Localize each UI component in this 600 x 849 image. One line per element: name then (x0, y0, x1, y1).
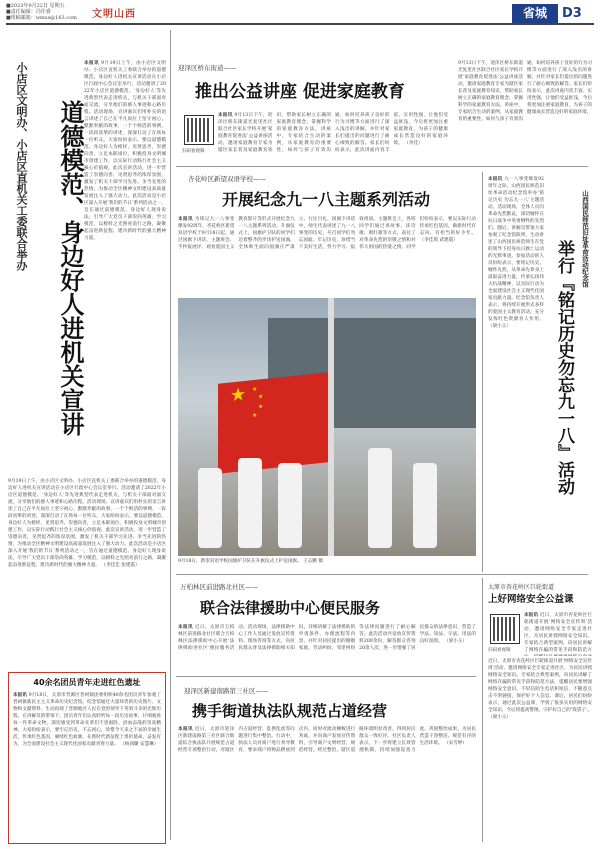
flagpole (328, 298, 334, 556)
net-body-head (524, 612, 592, 656)
top-kicker: 迎泽区桥东街道—— (178, 64, 237, 72)
left-body-text-cont: 9月19日上午，由小店区文明办、小店区直机关工委联合举办的道德模范、身边好人进机关宣讲活动在小店区行政中心会议室举行。活动邀请了2022年小店区道德模范、‘身边好人’等先进典型代表走进机关，与机关干部面对面交流，分享他们的感人事迹和心路历程。活动现场，宣讲嘉宾们用朴实的语言讲述了自己在平凡岗位上坚守初心、默默奉献的故事，一个个鲜活的事例、一段段真挚的讲述，深深打动了在场每一位听众。大家纷纷表示，要以道德模范、身边好人为榜样，见贤思齐、崇德向善，立足本职岗位，积极投身文明城市创建工作，以实际行动践行社会主义核心价值观。此次宣讲活动，进一步营造了崇德向善、见贤思齐的浓厚氛围，激发了机关干部学习先进、争当先进的热情，为推动全区精神文明建设高质量发展注入了强大动力。此次活动是小店区深入开展‘我们的节日’系列活动之一，旨在通过道德模范、身边好人现身说法，引导广大党员干部崇尚英雄、学习模范，以榜样之光照亮前行之路，凝聚起奋进新征程、建功新时代的强大精神力量。 (8, 479, 166, 568)
guard-figure (278, 463, 302, 548)
middle-body-text: 为铭记九一八事变爆发92周年，杏花岭区新望双语学校于9月18日起，通过国旗下讲话、主题班会、手抄报展评、观看爱国主义教育影片等形式开展纪念九一八主题系列活动。升旗仪式上，国旗护卫队的同学们迈着整齐的步伐护送国旗，全体师生面向国旗庄严肃立、行注目礼。国旗下讲话中，师生代表讲述了九一八事变的历史，号召同学们勿忘国耻、牢记历史，珍惜当下美好生活，努力学习、报效祖国。主题班会上，各班同学们通过讲故事、读诗歌、唱红歌等方式，表达了对革命先烈的崇敬之情和对伟大祖国的热爱之情。同学们纷纷表示，要以实际行动传承红色基因，做新时代有志向、有担当的好少年。 (178, 217, 476, 250)
net-headline: 上好网络安全公益课 (488, 594, 574, 605)
page-number: D3 (562, 6, 582, 21)
guard-figure (198, 468, 222, 548)
bottom-body-text: 近日，太原市迎泽区新建南路第三社区联合街道综合执法队开展规范占道经营专项整治行动，对辖区内占道经营、乱摆乱放等问题进行集中整治。行动中，执法人员对商户进行劝导教育，要求商户将物品摆放到店内，同时对流动摊贩进行劝离，并向商户发放宣传资料，引导商户文明经营、规范经营。经过整治，辖区道路环境明显改善，得到居民群众一致好评。社区负责人表示，下一步将建立长效管理机制，持续加强巡查力度，巩固整治成果，为居民营造干净整洁、规范有序的生活环境。 (178, 727, 476, 753)
left-body-text: 9月19日上午，由小店区文明办、小店区直机关工委联合举办的道德模范、身边好人进机关宣讲活动在小店区行政中心会议室举行。活动邀请了2022年小店区道德模范、‘身边好人’等先进典型代表走进机关，与机关干部面对面交流，分享他们的感人事迹和心路历程。活动现场，宣讲嘉宾们用朴实的语言讲述了自己在平凡岗位上坚守初心、默默奉献的故事，一个个鲜活的事例、一段段真挚的讲述，深深打动了在场每一位听众。大家纷纷表示，要以道德模范、身边好人为榜样，见贤思齐、崇德向善，立足本职岗位，积极投身文明城市创建工作，以实际行动践行社会主义核心价值观。此次宣讲活动，进一步营造了崇德向善、见贤思齐的浓厚氛围，激发了机关干部学习先进、争当先进的热情，为推动全区精神文明建设高质量发展注入了强大动力。此次活动是小店区深入开展‘我们的节日’系列活动之一，旨在通过道德模范、身边好人现身说法，引导广大党员干部崇尚英雄、学习模范，以榜样之光照亮前行之路，凝聚起奋进新征程、建功新时代的强大精神力量。 (84, 61, 166, 241)
boxed-byline: 本报讯 (13, 693, 28, 698)
boxed-body-text: 9月18日，太原市晋源区晋祠镇团委组织40余名团员青年参观了晋祠镇新民主主义革命历史纪念馆。纪念馆通过大量珍贵的历史图片、文物和文献资料，生动再现了晋源地区人民在党的领导下英勇斗争的光辉历程。在讲解员的带领下，团员青年们认真聆听每一段历史故事，仔细观看每一件革命文物，深切感受到革命先辈们不畏艰险、浴血奋战的崇高精神。大家纷纷表示，要牢记历史、不忘初心，珍惜今天来之不易的幸福生活，传承红色基因，赓续红色血脉，在新时代新征程上勇担使命、奋发有为，为全面建设社会主义现代化国家贡献青春力量。 (13, 693, 161, 747)
divider-lower (176, 676, 476, 677)
right-body (488, 176, 544, 571)
right-headline: 举行『铭记历史勿忘九一八』活动 (554, 240, 574, 495)
top-credit: （李佳） (404, 141, 423, 146)
editor-line: ■责任编辑：冯佳睿 (6, 9, 51, 15)
left-body-cont (8, 478, 166, 664)
right-kicker: 山西国民师范旧址革命活动纪念馆 (581, 190, 589, 288)
top-qr-code[interactable] (184, 115, 214, 145)
guard-figure (238, 458, 262, 548)
column-divider-left (170, 30, 171, 840)
top-body-text: 9月13日下午，迎泽区桥东街道光复里社区联合社区家长学校开展‘家庭教育促进法’公益讲座活动，邀请家庭教育专家为辖区家长普及家庭教育知识，帮助家长树立正确的家庭教育理念，掌握科学的家庭教育方法。讲座中，专家结合生动的案例，从家庭教育的重要性、如何与孩子有效沟通、如何培养孩子良好的行为习惯等方面进行了深入浅出的讲解，并针对家长们提出的问题进行了耐心细致的解答。家长们纷纷表示，此次讲座内容丰富、实用性强，让他们受益匪浅，今后将更加注重家庭教育，为孩子的健康成长营造良好的家庭环境。 (218, 113, 448, 153)
middle-body (178, 216, 476, 296)
bottom-headline: 携手街道执法队规范占道经营 (192, 702, 388, 720)
legal-kicker: 万柏林区前进路北社区—— (180, 583, 258, 591)
bottom-credit: （宋雪婷） (444, 741, 467, 746)
legal-headline: 联合法律援助中心便民服务 (200, 599, 381, 617)
right-credit: （梁小玉） (488, 324, 511, 329)
bottom-byline: 本报讯 (178, 727, 193, 732)
middle-headline: 开展纪念九一八主题系列活动 (222, 190, 431, 209)
boxed-headline: 40余名团员青年走进红色遗址 (33, 678, 141, 687)
right-body-text: 九一八事变爆发92周年之际，山西国民师范旧址革命活动纪念馆举办‘铭记历史 勿忘九一八’主题活动。活动现场，全体人员向革命先烈默哀，深切缅怀在抗日战争中英勇牺牲的先烈们。随后，讲解员带领大家参观了纪念馆陈列，生动讲述了山西国民师范师生在党的领导下投身抗日救亡运动的光辉事迹。参加活动的人员纷纷表示，要铭记历史、缅怀先烈，从革命先辈身上汲取奋进力量，传承弘扬伟大抗战精神，以实际行动为全面建设社会主义现代化国家贡献力量。纪念馆负责人表示，将持续开展形式多样的爱国主义教育活动，充分发挥红色资源育人作用。 (488, 177, 544, 322)
masthead-logo: 文明山西 (92, 9, 136, 20)
boxed-credit: （杨润璐 安慧琳） (120, 742, 159, 747)
guard-figure (368, 448, 392, 548)
middle-kicker: 杏花岭区新望双语学校—— (188, 175, 266, 183)
bottom-body (178, 726, 476, 842)
legal-body-text: 近日，太原市万柏林区前进路北社区联合万柏林区法律援助中心开展‘法律援助进社区’便民服务活动。活动现场，法律援助中心工作人员通过发放宣传资料、现场咨询等方式，向居民群众普及法律援助相关知识，详细讲解了法律援助的申请条件、办理流程等内容，并针对居民提出的婚姻家庭、劳动纠纷、邻里纠纷等法律问题进行了耐心解答。此次活动共发放宣传资料200余份，解答群众咨询20余人次，进一步增强了居民群众的法律意识，营造了学法、知法、守法、用法的良好氛围。 (178, 625, 476, 651)
email-line: ■组稿邮箱：wmxs@163.com (6, 15, 77, 21)
left-headline: 道德模范、身边好人进机关宣讲 (56, 100, 84, 436)
masthead-meta (6, 3, 77, 21)
top-qr-caption: 扫码看视频 (182, 149, 205, 154)
net-kicker: 太原市杏花岭区巨轮街道 (488, 584, 555, 591)
photo-caption: 9月18日，新望双语学校国旗护卫队在升旗仪式上护送国旗。 王志鹏 摄 (178, 559, 323, 564)
top-body-cont (458, 60, 592, 164)
column-divider-bottom (482, 578, 483, 842)
legal-credit: （梁小玉） (444, 639, 467, 644)
national-flag: ★ ★ ★ ★ ★ (218, 372, 328, 474)
top-body-text-cont: 9月13日下午，迎泽区桥东街道光复里社区联合社区家长学校开展‘家庭教育促进法’公益讲座活动，邀请家庭教育专家为辖区家长普及家庭教育知识，帮助家长树立正确的家庭教育理念，掌握科学的家庭教育方法。讲座中，专家结合生动的案例，从家庭教育的重要性、如何与孩子有效沟通、如何培养孩子良好的行为习惯等方面进行了深入浅出的讲解，并针对家长们提出的问题进行了耐心细致的解答。家长们纷纷表示，此次讲座内容丰富、实用性强，让他们受益匪浅，今后将更加注重家庭教育，为孩子的健康成长营造良好的家庭环境。 (458, 61, 592, 122)
net-body-text-head: 近日，太原市杏花岭区巨轮街道开展‘网络安全宣传周’活动，邀请网络安全专家走进社区，为居民讲授网络安全知识。专家结合典型案例，向居民讲解了网络诈骗的常见手段和防范方 (524, 613, 592, 653)
divider-middle (176, 574, 588, 575)
divider-top (176, 166, 588, 167)
top-body (218, 112, 448, 162)
guard-figure (413, 463, 437, 548)
boxed-body (13, 692, 161, 822)
bottom-kicker: 迎泽区新建南路第三社区—— (184, 687, 269, 695)
section-tag: 省城 (512, 4, 558, 23)
net-body-text: 近日，太原市杏花岭区巨轮街道开展‘网络安全宣传周’活动，邀请网络安全专家走进社区，为居民讲授网络安全知识。专家结合典型案例，向居民讲解了网络诈骗的常见手段和防范方法，提醒居民要增强网络安全意识，不轻信陌生电话和短信，不随意点击不明链接，保护好个人信息。课后，居民们纷纷表示，通过此次公益课，学到了很多实用的网络安全知识，今后将提高警惕，守护好自己的‘钱袋子’。 (488, 659, 592, 713)
right-byline: 本报讯 (488, 177, 503, 182)
flag-photo (178, 298, 476, 556)
left-body (84, 60, 166, 480)
left-byline: 本报讯 (84, 61, 100, 66)
legal-body (178, 624, 476, 672)
date-line: ■2023年9月22日 星期五 (6, 3, 65, 9)
left-credit: （李佳佳 张建霞） (101, 563, 140, 568)
top-byline: 本报讯 (218, 113, 233, 118)
middle-credit: （李佳琪 武建霞） (419, 238, 458, 243)
net-qr-caption: 扫码看视频 (488, 648, 511, 653)
middle-byline: 本报讯 (178, 217, 193, 222)
boxed-story (8, 672, 166, 844)
masthead-rule (6, 23, 594, 25)
net-body (488, 658, 592, 842)
net-byline: 本报讯 (524, 613, 539, 618)
legal-byline: 本报讯 (178, 625, 193, 630)
net-qr-code[interactable] (490, 614, 520, 644)
top-headline: 推出公益讲座 促进家庭教育 (195, 82, 405, 102)
left-kicker: 小店区文明办、小店区直机关工委联合举办 (15, 62, 28, 271)
column-divider-right (482, 172, 483, 572)
net-credit: （梁小玉） (488, 715, 511, 720)
